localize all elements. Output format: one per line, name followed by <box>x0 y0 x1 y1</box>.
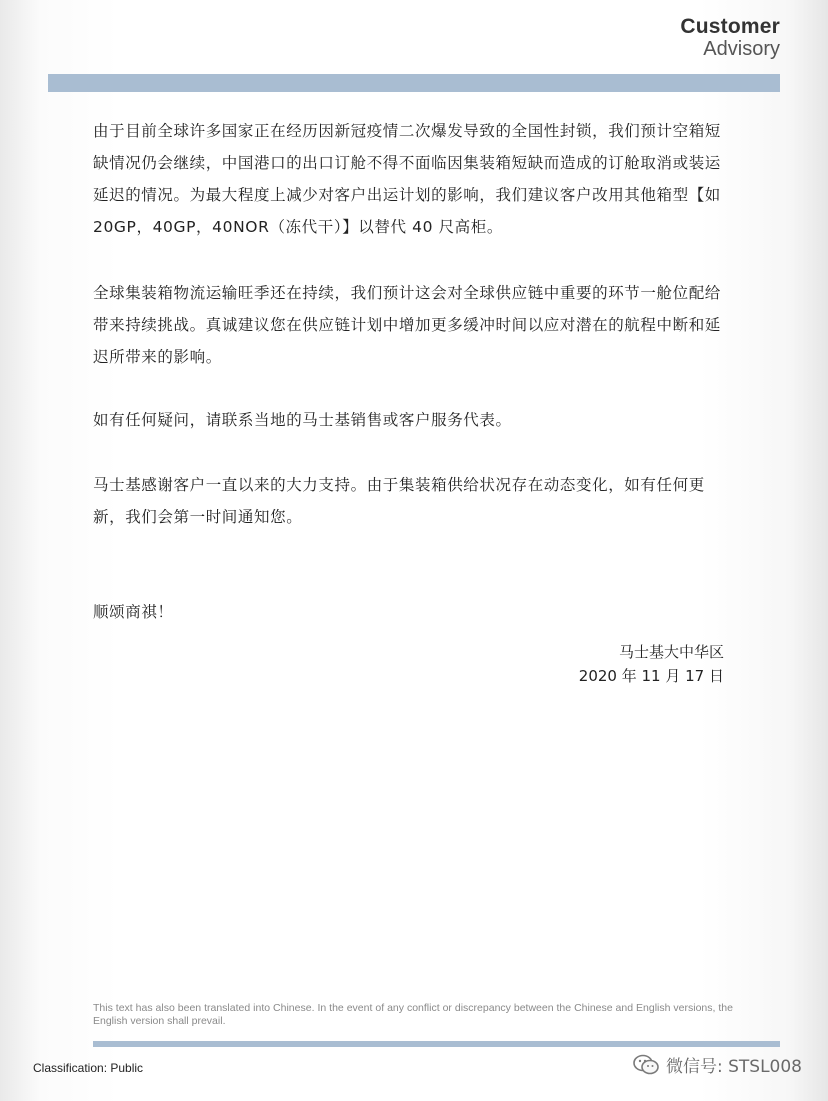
header-title-line1: Customer <box>680 15 780 38</box>
body-paragraph-2: 全球集装箱物流运输旺季还在持续，我们预计这会对全球供应链中重要的环节一舱位配给带来持续挑战。真诚建议您在供应链计划中增加更多缓冲时间以应对潜在的航程中断和延迟所带来的影响。 <box>93 284 721 366</box>
header-title-line2: Advisory <box>703 38 780 60</box>
wechat-watermark <box>632 1052 802 1077</box>
closing-salutation: 顺颂商祺！ <box>93 603 174 621</box>
body-paragraph-3: 如有任何疑问，请联系当地的马士基销售或客户服务代表。 <box>93 411 512 429</box>
classification-label: Classification: Public <box>33 1061 144 1075</box>
header-divider-bar <box>48 74 780 92</box>
wechat-icon <box>632 1053 660 1077</box>
document-header <box>680 16 780 59</box>
body-paragraph-1: 由于目前全球许多国家正在经历因新冠疫情二次爆发导致的全国性封锁，我们预计空箱短缺情况仍会继续，中国港口的出口订舱不得不面临因集装箱短缺而造成的订舱取消或装运延迟的情况。为最大程度上减少对客户出运计划的影响，我们建议客户改用其他箱型【如 20GP，40GP，40NOR（冻代干）】以替代 40 尺高柜。 <box>93 122 721 236</box>
signature-date: 2020 年 11 月 17 日 <box>578 667 724 685</box>
signature-block <box>579 640 724 688</box>
watermark-text: 微信号: STSL008 <box>665 1057 802 1077</box>
translation-disclaimer: This text has also been translated into Chinese. In the event of any conflict or discrepancy between the Chinese and English versions, the English version shall prevail. <box>93 1002 733 1027</box>
signature-org: 马士基大中华区 <box>618 643 724 661</box>
body-paragraph-4: 马士基感谢客户一直以来的大力支持。由于集装箱供给状况存在动态变化，如有任何更新，我们会第一时间通知您。 <box>93 476 705 526</box>
footer-divider-bar <box>93 1041 780 1047</box>
